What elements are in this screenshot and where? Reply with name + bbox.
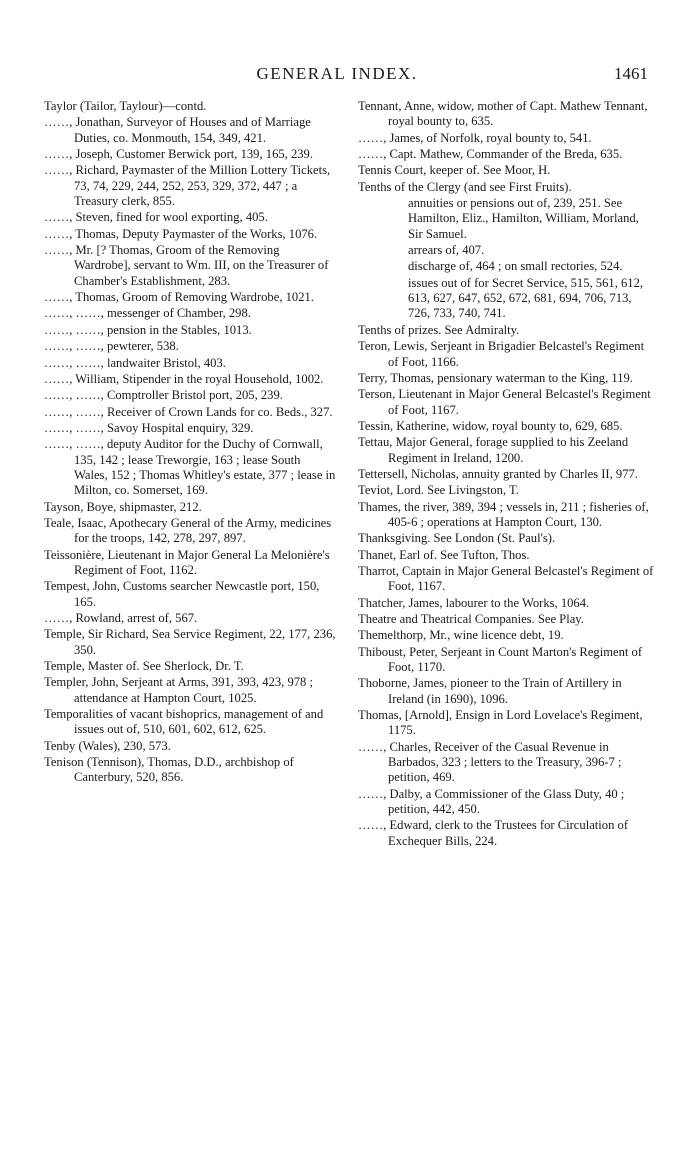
index-entry: ……, James, of Norfolk, royal bounty to, 541.	[358, 130, 592, 145]
index-entry: Temple, Master of. See Sherlock, Dr. T.	[44, 659, 244, 674]
index-entry: Theatre and Theatrical Companies. See Play.	[358, 612, 584, 626]
index-entry: Taylor (Tailor, Taylour)—contd.	[44, 99, 207, 113]
index-entry: Tettau, Major General, forage supplied to his Zeeland Regiment in Ireland, 1200.	[358, 435, 629, 465]
index-entry: Tessin, Katherine, widow, royal bounty to, 629, 685.	[358, 418, 623, 433]
index-entry: ……, ……, Savoy Hospital enquiry, 329.	[44, 420, 254, 435]
index-entry: Tharrot, Captain in Major General Belcastel's Regiment of Foot, 1167.	[358, 563, 654, 594]
index-entry: ……, Rowland, arrest of, 567.	[44, 611, 198, 625]
index-entry: Temple, Sir Richard, Sea Service Regiment, 22, 177, 236, 350.	[44, 627, 336, 657]
index-entry: Thames, the river, 389, 394 ; vessels in, 211 ; fisheries of, 405-6 ; operations at Hampton Court, 130.	[358, 499, 649, 529]
index-entry: Thiboust, Peter, Serjeant in Count Marton's Regiment of Foot, 1170.	[358, 644, 643, 675]
index-entry: discharge of, 464 ; on small rectories, 524.	[408, 259, 623, 274]
index-entry: ……, ……, landwaiter Bristol, 403.	[44, 355, 226, 370]
index-entry: ……, ……, deputy Auditor for the Duchy of Cornwall, 135, 142 ; lease Treworgie, 163 ; lease South Wales, 152 ; Thomas Whitley's estate, 377 ; lease in Milton, co. Somerset, 169.	[44, 437, 336, 498]
index-entry: ……, William, Stipender in the royal Household, 1002.	[44, 371, 324, 386]
index-entry: Templer, John, Serjeant at Arms, 391, 393, 423, 978 ; attendance at Hampton Court, 1025.	[44, 675, 313, 705]
index-entry: Tennant, Anne, widow, mother of Capt. Mathew Tennant, royal bounty to, 635.	[358, 99, 648, 129]
index-entry: Tenison (Tennison), Thomas, D.D., archbishop of Canterbury, 520, 856.	[44, 755, 294, 785]
index-entry: ……, Mr. [? Thomas, Groom of the Removing Wardrobe], servant to Wm. III, on the Treasurer of Chamber's Establishment, 283.	[44, 243, 329, 288]
index-entry: ……, ……, pewterer, 538.	[44, 339, 179, 354]
index-entry: Tettersell, Nicholas, annuity granted by Charles II, 977.	[358, 466, 638, 481]
index-entry: Thanksgiving. See London (St. Paul's).	[358, 531, 556, 546]
page-header	[0, 0, 674, 95]
index-entry: Tayson, Boye, shipmaster, 212.	[44, 499, 202, 514]
index-entry: ……, Edward, clerk to the Trustees for Circulation of Exchequer Bills, 224.	[358, 818, 629, 848]
index-entry: Tempest, John, Customs searcher Newcastle port, 150, 165.	[44, 579, 320, 609]
index-entry: Tenby (Wales), 230, 573.	[44, 738, 171, 753]
index-entry: ……, ……, Comptroller Bristol port, 205, 239.	[44, 388, 283, 403]
index-entry: Thanet, Earl of. See Tufton, Thos.	[358, 547, 530, 562]
index-entry: arrears of, 407.	[408, 243, 485, 258]
index-column-right	[358, 99, 654, 850]
index-entry: Tennis Court, keeper of. See Moor, H.	[358, 163, 551, 178]
index-entry: ……, ……, pension in the Stables, 1013.	[44, 322, 252, 337]
index-entry: ……, Joseph, Customer Berwick port, 139, 165, 239.	[44, 147, 313, 162]
index-entry: ……, ……, Receiver of Crown Lands for co. Beds., 327.	[44, 404, 333, 419]
index-entry: Themelthorp, Mr., wine licence debt, 19.	[358, 628, 564, 643]
index-entry: Teviot, Lord. See Livingston, T.	[358, 483, 519, 498]
index-entry: ……, Jonathan, Surveyor of Houses and of Marriage Duties, co. Monmouth, 154, 349, 421.	[44, 115, 311, 145]
index-entry: ……, Thomas, Groom of Removing Wardrobe, 1021.	[44, 290, 314, 305]
index-entry: ……, Richard, Paymaster of the Million Lottery Tickets, 73, 74, 229, 244, 252, 253, 329, 372, 447 ; a Treasury clerk, 855.	[44, 163, 331, 209]
index-entry: Tenths of prizes. See Admiralty.	[358, 322, 520, 337]
running-title: GENERAL INDEX.	[256, 64, 418, 83]
index-entry: ……, Dalby, a Commissioner of the Glass Duty, 40 ; petition, 442, 450.	[358, 786, 625, 817]
index-entry: issues out of for Secret Service, 515, 561, 612, 613, 627, 647, 652, 672, 681, 694, 706, 713, 726, 733, 740, 741.	[408, 275, 644, 321]
index-entry: ……, ……, messenger of Chamber, 298.	[44, 306, 251, 321]
index-entry: Terry, Thomas, pensionary waterman to the King, 119.	[358, 370, 633, 385]
index-entry: Thomas, [Arnold], Ensign in Lord Lovelace's Regiment, 1175.	[358, 708, 643, 738]
index-entry: Tenths of the Clergy (and see First Fruits).	[358, 179, 572, 194]
index-entry: Temporalities of vacant bishoprics, management of and issues out of, 510, 601, 602, 612, 625.	[44, 707, 324, 737]
index-entry: annuities or pensions out of, 239, 251. See Hamilton, Eliz., Hamilton, William, Morland, Sir Samuel.	[408, 196, 639, 241]
index-column-left	[44, 99, 336, 787]
index-entry: Thatcher, James, labourer to the Works, 1064.	[358, 595, 590, 610]
index-entry: ……, Capt. Mathew, Commander of the Breda, 635.	[358, 147, 623, 162]
index-entry: ……, Thomas, Deputy Paymaster of the Works, 1076.	[44, 226, 318, 241]
index-entry: Teron, Lewis, Serjeant in Brigadier Belcastel's Regiment of Foot, 1166.	[358, 339, 645, 369]
index-entry: Thoborne, James, pioneer to the Train of Artillery in Ireland (in 1690), 1096.	[358, 676, 622, 706]
index-entry: ……, Steven, fined for wool exporting, 405.	[44, 210, 268, 225]
page-number: 1461	[614, 64, 648, 83]
index-entry: ……, Charles, Receiver of the Casual Revenue in Barbados, 323 ; letters to the Treasury, 396-7 ; petition, 469.	[358, 739, 622, 785]
index-entry: Teale, Isaac, Apothecary General of the Army, medicines for the troops, 142, 278, 297, 897.	[44, 515, 332, 546]
index-entry: Terson, Lieutenant in Major General Belcastel's Regiment of Foot, 1167.	[358, 387, 651, 417]
index-entry: Teissonière, Lieutenant in Major General La Melonière's Regiment of Foot, 1162.	[44, 547, 330, 577]
